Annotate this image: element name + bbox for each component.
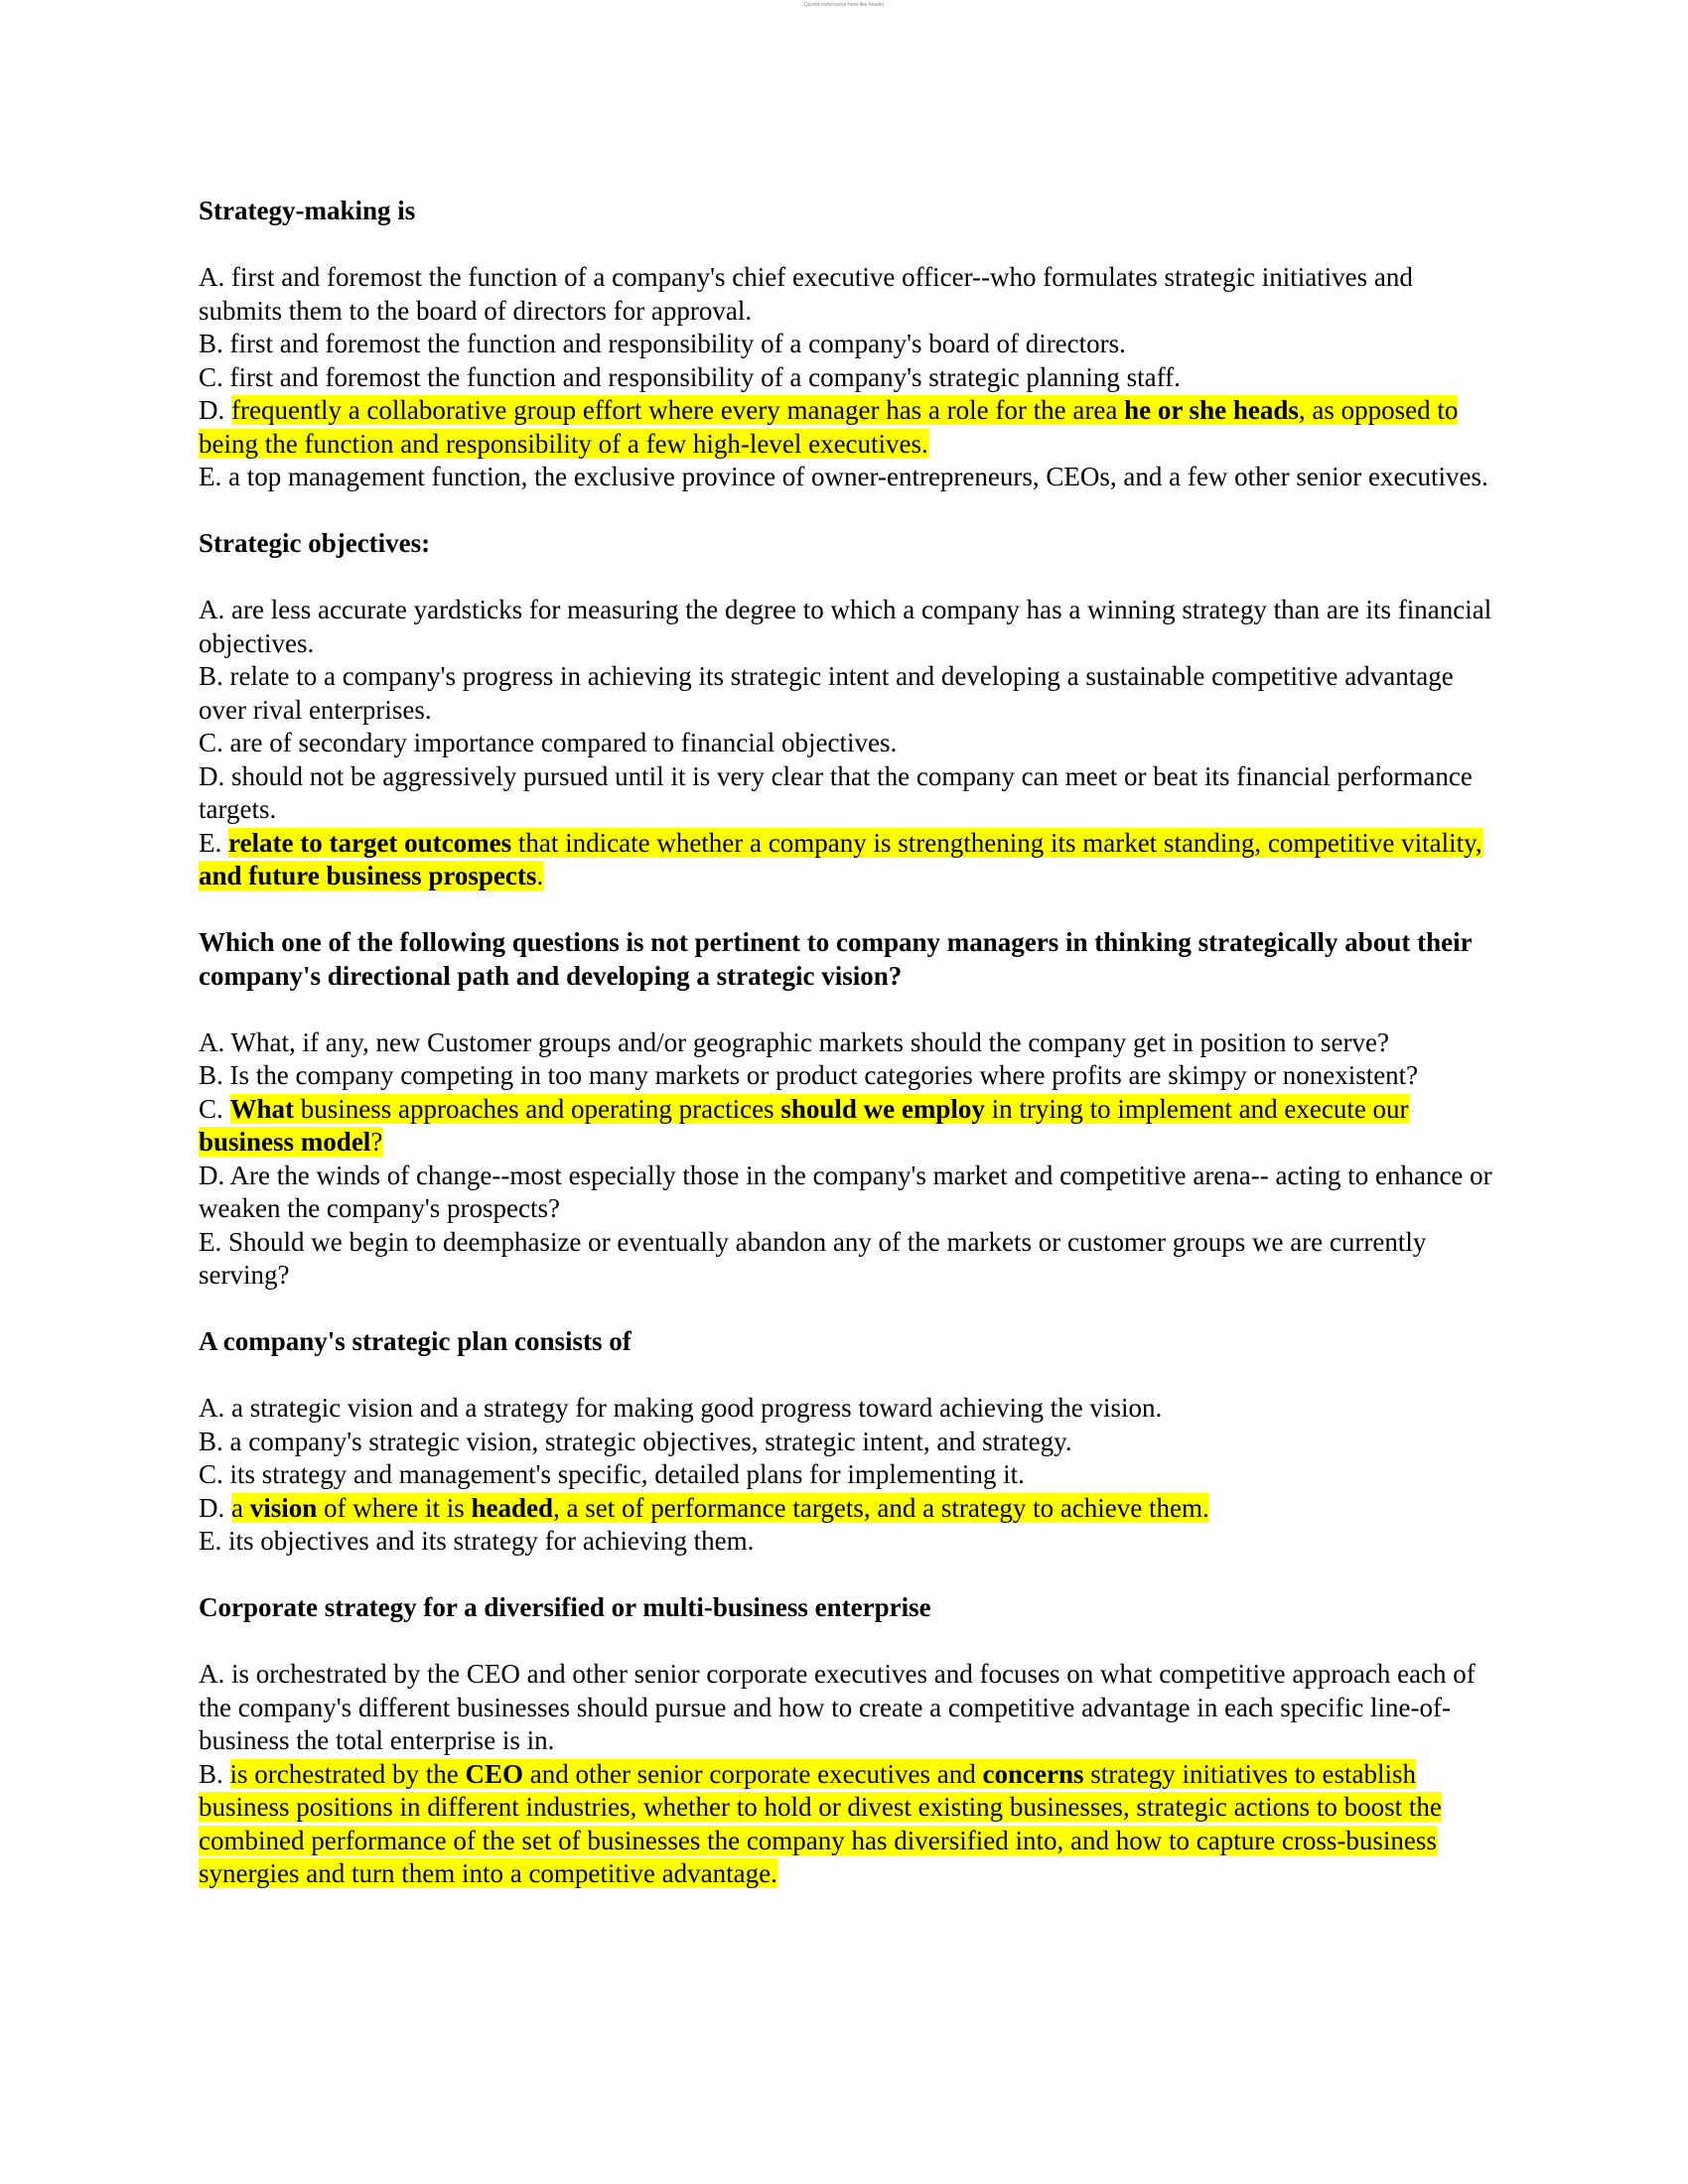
- option-c: C. its strategy and management's specific, detailed plans for implementing it.: [199, 1459, 1025, 1489]
- option-d: D. Are the winds of change--most especially those in the company's market and competitive arena-- acting to enhance or weaken the company's prospects?: [199, 1160, 1492, 1223]
- highlight-text: business approaches and operating practices: [294, 1093, 781, 1124]
- highlight-text: , as opposed to being the function and responsibility of a few high-level executives.: [199, 395, 1459, 459]
- option-a: A. are less accurate yardsticks for measuring the degree to which a company has a winning strategy than are its financial objectives.: [199, 595, 1492, 658]
- option-a: A. first and foremost the function of a company's chief executive officer--who formulates strategic initiatives and submits them to the board of directors for approval.: [199, 262, 1413, 326]
- highlight-bold-text: he or she heads: [1124, 395, 1299, 425]
- question-block: [199, 1591, 1499, 1891]
- highlight-text: is orchestrated by the: [229, 1758, 466, 1789]
- highlight-bold-text: CEO: [465, 1758, 523, 1789]
- option-a: A. What, if any, new Customer groups and/or geographic markets should the company get in position to serve?: [199, 1026, 1389, 1057]
- highlight-bold-text: and future business prospects: [199, 861, 537, 890]
- question-block: [199, 195, 1499, 494]
- highlight-bold-text: vision: [249, 1492, 318, 1523]
- highlight-text: and other senior corporate executives and: [522, 1758, 983, 1789]
- highlight-text: of where it is: [317, 1492, 472, 1523]
- highlight-text: frequently a collaborative group effort where every manager has a role for the area: [231, 395, 1125, 425]
- question-block: [199, 926, 1499, 1293]
- highlight-bold-text: relate to target outcomes: [228, 827, 512, 858]
- highlight-bold-text: concerns: [982, 1758, 1084, 1789]
- option-e: E. Should we begin to deemphasize or eventually abandon any of the markets or customer groups we are currently serving?: [199, 1226, 1427, 1290]
- highlight-bold-text: should we employ: [780, 1093, 985, 1124]
- highlight-text: in trying to implement and execute our: [984, 1093, 1409, 1124]
- option-prefix: B.: [199, 1758, 230, 1789]
- option-e: E. its objectives and its strategy for achieving them.: [199, 1526, 755, 1556]
- highlight-bold-text: business model: [199, 1127, 371, 1157]
- option-a: A. a strategic vision and a strategy for making good progress toward achieving the vision.: [199, 1393, 1163, 1423]
- highlight-bold-text: What: [229, 1093, 295, 1124]
- document-body: [199, 195, 1499, 1924]
- question-heading: Corporate strategy for a diversified or multi-business enterprise: [199, 1592, 931, 1622]
- highlight-text: a: [231, 1492, 250, 1523]
- option-prefix: E.: [199, 827, 228, 858]
- highlight-bold-text: headed: [471, 1492, 554, 1523]
- option-c: C. are of secondary importance compared to financial objectives.: [199, 728, 898, 757]
- option-c: C. first and foremost the function and responsibility of a company's strategic planning staff.: [199, 361, 1181, 392]
- option-d-highlighted: [199, 1492, 1499, 1526]
- question-heading: A company's strategic plan consists of: [199, 1326, 632, 1356]
- page-header-mark: Quizlet.com/course-hero-like header: [803, 2, 885, 8]
- highlight-text: ?: [370, 1127, 383, 1157]
- option-e: E. a top management function, the exclusive province of owner-entrepreneurs, CEOs, and a few other senior executives.: [199, 462, 1488, 491]
- option-d-highlighted: [199, 394, 1499, 461]
- highlight-text: strategy initiatives to establish business positions in different industries, whether to hold or divest existing businesses, strategic actions to boost the combined performance of the set of businesses the company has diversified into, and how to capture cross-business synergies and turn them into a competitive advantage.: [199, 1758, 1442, 1888]
- highlight-text: that indicate whether a company is strengthening its market standing, competitive vitality,: [511, 827, 1482, 858]
- option-d: D. should not be aggressively pursued until it is very clear that the company can meet or beat its financial performance targets.: [199, 760, 1473, 824]
- option-e-highlighted: [199, 827, 1499, 893]
- option-b: B. Is the company competing in too many markets or product categories where profits are skimpy or nonexistent?: [199, 1060, 1419, 1090]
- question-heading: Strategic objectives:: [199, 528, 431, 558]
- highlight-text: .: [536, 861, 544, 890]
- option-a: A. is orchestrated by the CEO and other senior corporate executives and focuses on what competitive approach each of the company's different businesses should pursue and how to create a competitive advantage in each specific line-of-business the total enterprise is in.: [199, 1659, 1476, 1755]
- option-c-highlighted: [199, 1093, 1499, 1160]
- option-prefix: D.: [199, 1492, 231, 1523]
- option-prefix: C.: [199, 1093, 230, 1124]
- question-block: [199, 527, 1499, 893]
- option-b: B. a company's strategic vision, strategic objectives, strategic intent, and strategy.: [199, 1426, 1072, 1456]
- option-b-highlighted: [199, 1758, 1499, 1891]
- option-b: B. relate to a company's progress in achieving its strategic intent and developing a sustainable competitive advantage over rival enterprises.: [199, 661, 1454, 725]
- question-heading: Strategy-making is: [199, 196, 416, 225]
- question-block: [199, 1325, 1499, 1559]
- option-b: B. first and foremost the function and responsibility of a company's board of directors.: [199, 329, 1126, 358]
- option-prefix: D.: [199, 395, 231, 425]
- question-heading: Which one of the following questions is not pertinent to company managers in thinking strategically about their company's directional path and developing a strategic vision?: [199, 927, 1473, 991]
- highlight-text: , a set of performance targets, and a strategy to achieve them.: [553, 1492, 1209, 1523]
